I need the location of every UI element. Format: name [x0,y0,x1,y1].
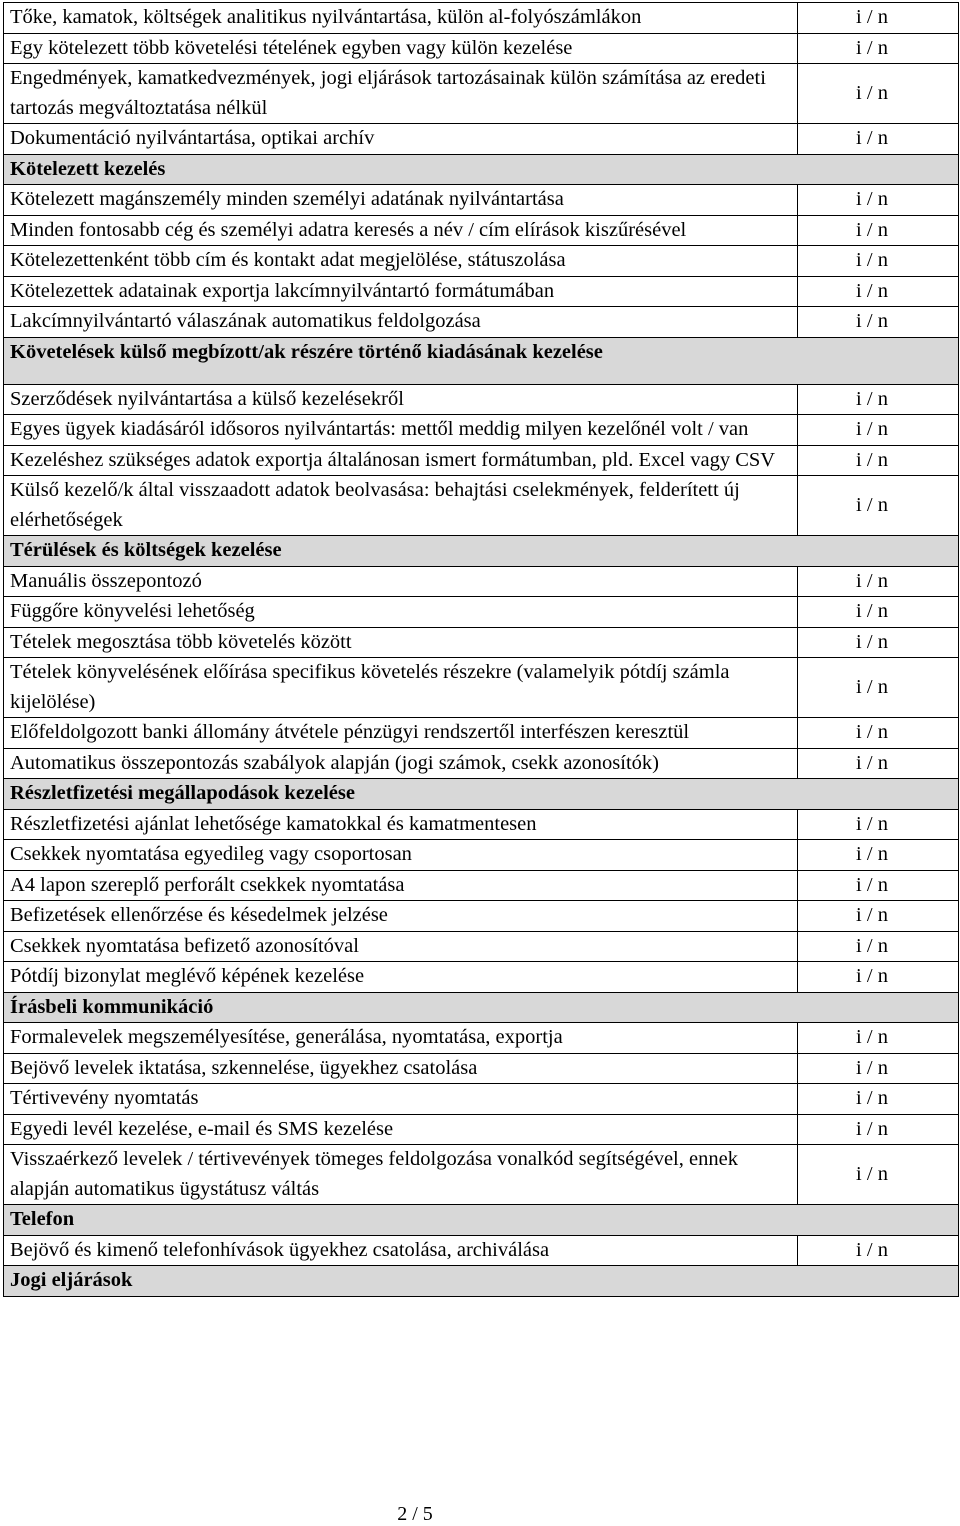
section-title: Írásbeli kommunikáció [4,992,959,1023]
requirement-answer: i / n [798,658,959,718]
table-row [4,445,959,476]
requirement-description: Bejövő levelek iktatása, szkennelése, ügyekhez csatolása [4,1053,798,1084]
requirement-description: Egyedi levél kezelése, e-mail és SMS kezelése [4,1114,798,1145]
requirement-answer: i / n [798,901,959,932]
requirement-description: Kezeléshez szükséges adatok exportja általánosan ismert formátumban, pld. Excel vagy CSV [4,445,798,476]
section-header-row [4,1266,959,1297]
requirement-description: Egy kötelezett több követelési tételének egyben vagy külön kezelése [4,33,798,64]
section-title: Kötelezett kezelés [4,154,959,185]
requirement-description: Szerződések nyilvántartása a külső kezelésekről [4,384,798,415]
table-row [4,124,959,155]
section-header-row [4,337,959,384]
table-row [4,1145,959,1205]
table-row [4,64,959,124]
table-row [4,1084,959,1115]
requirements-table [3,2,959,1297]
requirement-answer: i / n [798,185,959,216]
requirement-description: Manuális összepontozó [4,566,798,597]
table-row [4,476,959,536]
section-title: Követelések külső megbízott/ak részére történő kiadásának kezelése [4,337,959,384]
section-header-row [4,536,959,567]
requirement-description: Csekkek nyomtatása befizető azonosítóval [4,931,798,962]
requirement-description: Tőke, kamatok, költségek analitikus nyilvántartása, külön al-folyószámlákon [4,3,798,34]
requirement-description: Befizetések ellenőrzése és késedelmek jelzése [4,901,798,932]
requirement-answer: i / n [798,1084,959,1115]
requirement-answer: i / n [798,870,959,901]
requirement-answer: i / n [798,718,959,749]
table-row [4,901,959,932]
requirement-description: Formalevelek megszemélyesítése, generálása, nyomtatása, exportja [4,1023,798,1054]
table-row [4,185,959,216]
requirement-description: A4 lapon szereplő perforált csekkek nyomtatása [4,870,798,901]
requirement-description: Engedmények, kamatkedvezmények, jogi eljárások tartozásainak külön számítása az eredeti tartozás megváltoztatása nélkül [4,64,798,124]
table-row [4,307,959,338]
requirement-description: Tértivevény nyomtatás [4,1084,798,1115]
requirement-description: Kötelezettenként több cím és kontakt adat megjelölése, státuszolása [4,246,798,277]
requirement-answer: i / n [798,748,959,779]
requirement-description: Tételek könyvelésének előírása specifikus követelés részekre (valamelyik pótdíj számla kijelölése) [4,658,798,718]
section-header-row [4,154,959,185]
table-row [4,809,959,840]
table-row [4,840,959,871]
requirement-answer: i / n [798,33,959,64]
requirement-answer: i / n [798,64,959,124]
requirement-description: Külső kezelő/k által visszaadott adatok beolvasása: behajtási cselekmények, felderített új elérhetőségek [4,476,798,536]
requirement-description: Részletfizetési ajánlat lehetősége kamatokkal és kamatmentesen [4,809,798,840]
requirement-answer: i / n [798,931,959,962]
table-row [4,870,959,901]
requirement-description: Előfeldolgozott banki állomány átvétele pénzügyi rendszertől interfészen keresztül [4,718,798,749]
requirement-answer: i / n [798,627,959,658]
table-row [4,1053,959,1084]
section-title: Térülések és költségek kezelése [4,536,959,567]
requirement-answer: i / n [798,597,959,628]
section-title: Telefon [4,1205,959,1236]
requirement-answer: i / n [798,962,959,993]
table-row [4,276,959,307]
table-row [4,415,959,446]
section-title: Részletfizetési megállapodások kezelése [4,779,959,810]
requirement-answer: i / n [798,566,959,597]
table-row [4,1235,959,1266]
requirement-description: Automatikus összepontozás szabályok alapján (jogi számok, csekk azonosítók) [4,748,798,779]
table-row [4,718,959,749]
requirement-answer: i / n [798,307,959,338]
table-row [4,3,959,34]
requirement-description: Dokumentáció nyilvántartása, optikai archív [4,124,798,155]
requirement-answer: i / n [798,1023,959,1054]
table-row [4,566,959,597]
requirement-answer: i / n [798,384,959,415]
table-row [4,627,959,658]
requirement-answer: i / n [798,1145,959,1205]
table-row [4,1114,959,1145]
requirement-answer: i / n [798,476,959,536]
requirement-answer: i / n [798,415,959,446]
requirement-answer: i / n [798,445,959,476]
requirement-description: Visszaérkező levelek / tértivevények tömeges feldolgozása vonalkód segítségével, ennek alapján automatikus ügystátusz váltás [4,1145,798,1205]
requirement-description: Bejövő és kimenő telefonhívások ügyekhez csatolása, archiválása [4,1235,798,1266]
requirement-answer: i / n [798,124,959,155]
requirement-answer: i / n [798,1235,959,1266]
table-row [4,215,959,246]
requirement-description: Pótdíj bizonylat meglévő képének kezelése [4,962,798,993]
section-title: Jogi eljárások [4,1266,959,1297]
table-row [4,931,959,962]
requirement-description: Függőre könyvelési lehetőség [4,597,798,628]
requirement-description: Kötelezett magánszemély minden személyi adatának nyilvántartása [4,185,798,216]
table-row [4,597,959,628]
requirement-description: Tételek megosztása több követelés között [4,627,798,658]
table-row [4,658,959,718]
requirement-description: Kötelezettek adatainak exportja lakcímnyilvántartó formátumában [4,276,798,307]
requirement-answer: i / n [798,1114,959,1145]
requirement-description: Egyes ügyek kiadásáról idősoros nyilvántartás: mettől meddig milyen kezelőnél volt / van [4,415,798,446]
requirement-answer: i / n [798,809,959,840]
section-header-row [4,992,959,1023]
requirements-table-body [4,3,959,1297]
requirement-answer: i / n [798,215,959,246]
requirement-answer: i / n [798,840,959,871]
section-header-row [4,779,959,810]
page-number: 2 / 5 [397,1503,433,1525]
requirement-answer: i / n [798,3,959,34]
requirement-answer: i / n [798,276,959,307]
requirement-description: Csekkek nyomtatása egyedileg vagy csoportosan [4,840,798,871]
table-row [4,384,959,415]
requirement-answer: i / n [798,246,959,277]
requirement-answer: i / n [798,1053,959,1084]
table-row [4,1023,959,1054]
table-row [4,748,959,779]
requirement-description: Lakcímnyilvántartó válaszának automatikus feldolgozása [4,307,798,338]
section-header-row [4,1205,959,1236]
requirement-description: Minden fontosabb cég és személyi adatra keresés a név / cím elírások kiszűrésével [4,215,798,246]
table-row [4,246,959,277]
table-row [4,33,959,64]
table-row [4,962,959,993]
